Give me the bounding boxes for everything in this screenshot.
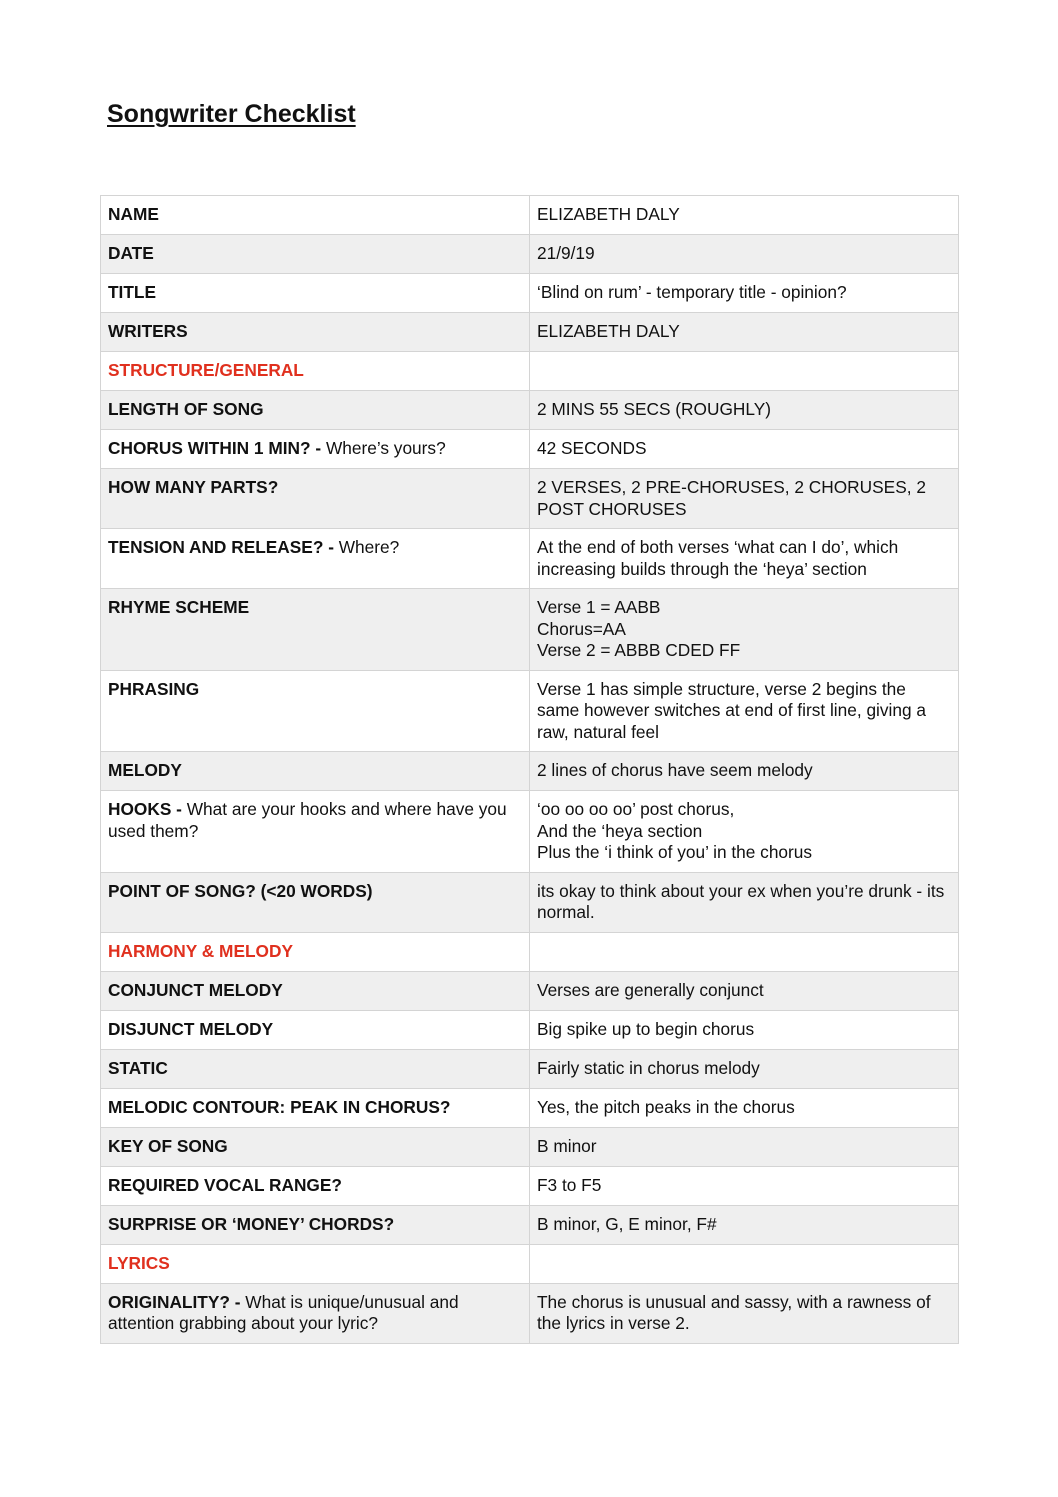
field-value: And the ‘heya section [537, 820, 703, 841]
value-cell [530, 274, 959, 313]
table-row [101, 196, 959, 235]
field-value: 2 lines of chorus have seem melody [537, 760, 813, 780]
value-cell [530, 529, 959, 589]
label-cell [101, 391, 530, 430]
table-row [101, 752, 959, 791]
value-cell [530, 971, 959, 1010]
field-label: KEY OF SONG [108, 1135, 228, 1156]
table-row [101, 529, 959, 589]
value-cell [530, 469, 959, 529]
field-value: F3 to F5 [537, 1174, 602, 1195]
field-prompt: What are your hooks and where have you used them? [108, 799, 507, 841]
value-cell [530, 1244, 959, 1283]
field-value: ELIZABETH DALY [537, 321, 680, 341]
label-cell [101, 791, 530, 873]
page-title: Songwriter Checklist [107, 100, 356, 128]
field-value: B minor, G, E minor, F# [537, 1213, 717, 1234]
field-value: At the end of both verses ‘what can I do’, which increasing builds through the ‘heya’ section [537, 537, 899, 579]
value-cell [530, 1205, 959, 1244]
label-cell [101, 1166, 530, 1205]
value-cell [530, 872, 959, 932]
field-value: ELIZABETH DALY [537, 204, 680, 224]
field-value: Big spike up to begin chorus [537, 1018, 755, 1039]
value-cell [530, 430, 959, 469]
checklist-body [101, 196, 959, 1344]
value-cell [530, 1166, 959, 1205]
value-cell [530, 352, 959, 391]
label-cell [101, 589, 530, 671]
field-label: DISJUNCT MELODY [108, 1018, 274, 1039]
table-row [101, 1049, 959, 1088]
label-cell [101, 1244, 530, 1283]
label-cell [101, 469, 530, 529]
value-cell [530, 1010, 959, 1049]
value-cell [530, 1283, 959, 1343]
table-row [101, 1283, 959, 1343]
section-row [101, 352, 959, 391]
table-row [101, 1166, 959, 1205]
field-value: 21/9/19 [537, 243, 595, 263]
field-label: RHYME SCHEME [108, 597, 250, 617]
field-value: Yes, the pitch peaks in the chorus [537, 1096, 795, 1117]
field-label: DATE [108, 243, 154, 263]
section-row [101, 1244, 959, 1283]
field-label: TITLE [108, 282, 156, 302]
section-row [101, 932, 959, 971]
label-cell [101, 932, 530, 971]
label-cell [101, 313, 530, 352]
value-cell [530, 589, 959, 671]
label-cell [101, 872, 530, 932]
value-cell [530, 1088, 959, 1127]
label-cell [101, 1088, 530, 1127]
field-label: SURPRISE OR ‘MONEY’ CHORDS? [108, 1213, 395, 1234]
value-cell [530, 791, 959, 873]
field-value: ‘Blind on rum’ - temporary title - opinion? [537, 282, 847, 302]
field-label: CHORUS WITHIN 1 MIN? - [108, 438, 326, 458]
label-cell [101, 430, 530, 469]
section-heading: LYRICS [108, 1252, 170, 1273]
label-cell [101, 670, 530, 752]
label-cell [101, 971, 530, 1010]
value-cell [530, 391, 959, 430]
field-value: The chorus is unusual and sassy, with a rawness of the lyrics in verse 2. [537, 1291, 931, 1333]
label-cell [101, 1283, 530, 1343]
label-cell [101, 274, 530, 313]
field-label: TENSION AND RELEASE? - [108, 537, 339, 557]
field-label: PHRASING [108, 678, 200, 699]
label-cell [101, 1127, 530, 1166]
table-row [101, 670, 959, 752]
label-cell [101, 352, 530, 391]
table-row [101, 274, 959, 313]
table-row [101, 791, 959, 873]
field-label: HOW MANY PARTS? [108, 477, 279, 497]
table-row [101, 1205, 959, 1244]
table-row [101, 589, 959, 671]
field-value: ‘oo oo oo oo’ post chorus, [537, 799, 735, 819]
value-cell [530, 196, 959, 235]
table-row [101, 430, 959, 469]
label-cell [101, 196, 530, 235]
field-value: 2 VERSES, 2 PRE-CHORUSES, 2 CHORUSES, 2 POST CHORUSES [537, 477, 926, 519]
value-cell [530, 932, 959, 971]
label-cell [101, 1010, 530, 1049]
field-value: Chorus=AA [537, 618, 626, 639]
value-cell [530, 235, 959, 274]
value-cell [530, 1049, 959, 1088]
table-row [101, 469, 959, 529]
field-label: HOOKS - [108, 799, 187, 819]
field-label: REQUIRED VOCAL RANGE? [108, 1174, 342, 1195]
checklist-table [100, 195, 959, 1344]
field-label: NAME [108, 204, 159, 224]
field-label: POINT OF SONG? (<20 WORDS) [108, 880, 373, 901]
label-cell [101, 1205, 530, 1244]
field-label: MELODIC CONTOUR: PEAK IN CHORUS? [108, 1096, 451, 1117]
field-value: 42 SECONDS [537, 438, 647, 458]
value-cell [530, 1127, 959, 1166]
field-value: Fairly static in chorus melody [537, 1057, 760, 1078]
table-row [101, 235, 959, 274]
table-row [101, 1127, 959, 1166]
table-row [101, 971, 959, 1010]
field-label: WRITERS [108, 321, 188, 341]
field-value: Verse 1 has simple structure, verse 2 begins the same however switches at end of first line, giving a raw, natural feel [537, 678, 927, 742]
field-value: Plus the ‘i think of you’ in the chorus [537, 842, 813, 862]
field-label: MELODY [108, 760, 182, 780]
field-value: Verses are generally conjunct [537, 979, 764, 1000]
table-row [101, 872, 959, 932]
table-row [101, 1010, 959, 1049]
field-value: its okay to think about your ex when you’re drunk - its normal. [537, 880, 945, 922]
label-cell [101, 529, 530, 589]
field-value: Verse 2 = ABBB CDED FF [537, 640, 741, 660]
section-heading: HARMONY & MELODY [108, 940, 293, 961]
field-label: CONJUNCT MELODY [108, 979, 283, 1000]
label-cell [101, 1049, 530, 1088]
field-label: ORIGINALITY? - [108, 1291, 246, 1312]
value-cell [530, 752, 959, 791]
field-value: Verse 1 = AABB [537, 597, 661, 617]
field-label: LENGTH OF SONG [108, 399, 264, 419]
value-cell [530, 670, 959, 752]
value-cell [530, 313, 959, 352]
field-prompt: Where? [338, 537, 400, 557]
field-label: STATIC [108, 1057, 168, 1078]
table-row [101, 313, 959, 352]
field-value: 2 MINS 55 SECS (ROUGHLY) [537, 399, 771, 419]
field-value: B minor [537, 1135, 597, 1156]
section-heading: STRUCTURE/GENERAL [108, 360, 304, 380]
table-row [101, 1088, 959, 1127]
table-row [101, 391, 959, 430]
label-cell [101, 752, 530, 791]
field-prompt: Where’s yours? [325, 438, 446, 458]
label-cell [101, 235, 530, 274]
field-prompt: What is unique/unusual and attention grabbing about your lyric? [108, 1291, 459, 1333]
